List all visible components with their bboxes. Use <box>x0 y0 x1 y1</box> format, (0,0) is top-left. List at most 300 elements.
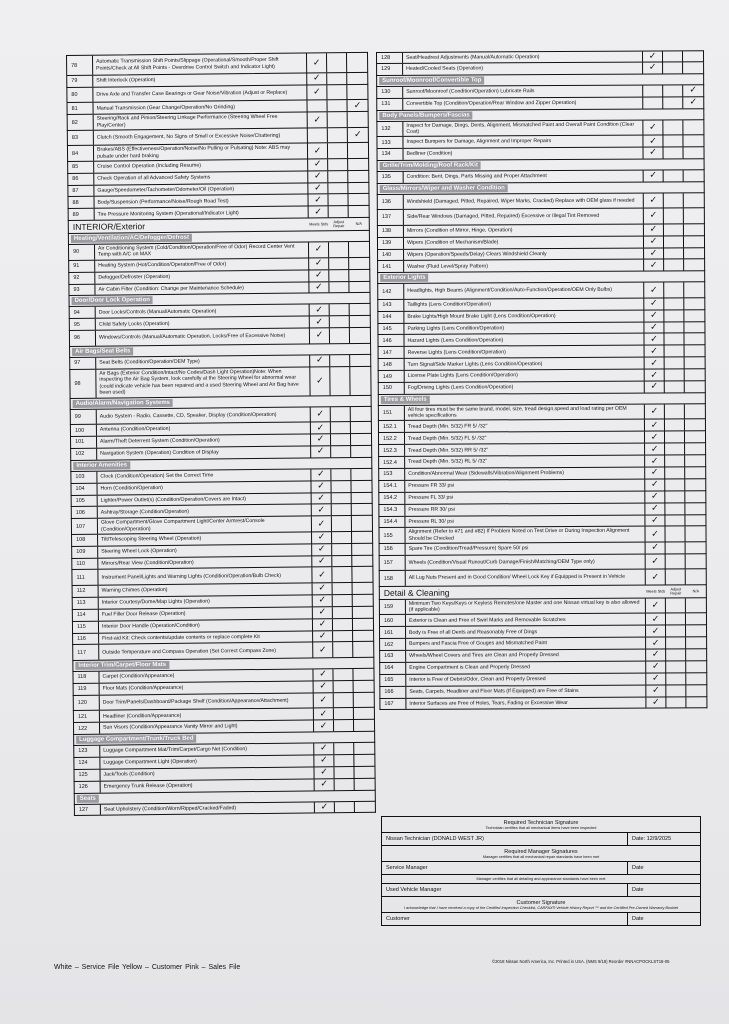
adjust-repair-cell[interactable] <box>332 532 352 543</box>
adjust-repair-cell[interactable] <box>665 346 685 357</box>
na-cell[interactable] <box>686 598 706 613</box>
adjust-repair-cell[interactable] <box>335 802 355 813</box>
na-cell[interactable] <box>351 469 371 480</box>
adjust-repair-cell[interactable] <box>664 310 684 321</box>
meets-stds-cell[interactable] <box>646 614 666 625</box>
meets-stds-cell[interactable] <box>645 515 665 526</box>
adjust-repair-cell[interactable] <box>665 370 685 381</box>
adjust-repair-cell[interactable] <box>665 444 685 455</box>
meets-stds-cell[interactable] <box>309 282 329 293</box>
na-cell[interactable] <box>349 269 369 280</box>
na-cell[interactable] <box>685 479 705 490</box>
na-cell[interactable] <box>683 135 703 146</box>
meets-stds-cell[interactable] <box>308 195 328 206</box>
meets-stds-cell[interactable] <box>310 367 330 395</box>
meets-stds-cell[interactable] <box>314 693 334 708</box>
adjust-repair-cell[interactable] <box>666 685 686 696</box>
adjust-repair-cell[interactable] <box>332 544 352 555</box>
na-cell[interactable] <box>684 283 704 298</box>
adjust-repair-cell[interactable] <box>331 434 351 445</box>
na-cell[interactable] <box>347 100 367 111</box>
adjust-repair-cell[interactable] <box>665 404 685 419</box>
na-cell[interactable] <box>686 554 706 569</box>
meets-stds-cell[interactable] <box>311 407 331 422</box>
meets-stds-cell[interactable] <box>307 101 327 112</box>
adjust-repair-cell[interactable] <box>663 62 683 73</box>
adjust-repair-cell[interactable] <box>331 469 351 480</box>
meets-stds-cell[interactable] <box>314 743 334 754</box>
adjust-repair-cell[interactable] <box>666 661 686 672</box>
adjust-repair-cell[interactable] <box>330 367 350 395</box>
na-cell[interactable] <box>348 112 368 127</box>
na-cell[interactable] <box>354 743 374 754</box>
na-cell[interactable] <box>685 443 705 454</box>
adjust-repair-cell[interactable] <box>665 527 685 542</box>
adjust-repair-cell[interactable] <box>333 631 353 642</box>
adjust-repair-cell[interactable] <box>329 282 349 293</box>
adjust-repair-cell[interactable] <box>663 85 683 96</box>
meets-stds-cell[interactable] <box>308 171 328 182</box>
adjust-repair-cell[interactable] <box>664 193 684 208</box>
na-cell[interactable] <box>684 298 704 309</box>
na-cell[interactable] <box>348 143 368 158</box>
na-cell[interactable] <box>686 614 706 625</box>
na-cell[interactable] <box>684 147 704 158</box>
na-cell[interactable] <box>348 159 368 170</box>
meets-stds-cell[interactable] <box>646 554 666 569</box>
meets-stds-cell[interactable] <box>645 491 665 502</box>
na-cell[interactable] <box>350 355 370 366</box>
adjust-repair-cell[interactable] <box>333 619 353 630</box>
meets-stds-cell[interactable] <box>644 170 664 181</box>
na-cell[interactable] <box>686 673 706 684</box>
meets-stds-cell[interactable] <box>308 159 328 170</box>
check-mark-icon: ✓ <box>650 456 659 467</box>
na-cell[interactable] <box>686 661 706 672</box>
adjust-repair-cell[interactable] <box>664 209 684 224</box>
na-cell[interactable] <box>685 404 705 419</box>
na-cell[interactable] <box>684 248 704 259</box>
adjust-repair-cell[interactable] <box>333 642 353 657</box>
meets-stds-cell[interactable] <box>312 544 332 555</box>
item-number: 147 <box>379 347 405 358</box>
meets-stds-cell[interactable] <box>311 469 331 480</box>
na-cell[interactable] <box>351 480 371 491</box>
na-cell[interactable] <box>352 516 372 531</box>
na-cell[interactable] <box>686 542 706 553</box>
adjust-repair-cell[interactable] <box>666 649 686 660</box>
meets-stds-cell[interactable] <box>310 328 330 343</box>
meets-stds-cell[interactable] <box>644 209 664 224</box>
adjust-repair-cell[interactable] <box>329 242 349 257</box>
na-cell[interactable] <box>349 281 369 292</box>
na-cell[interactable] <box>348 182 368 193</box>
adjust-repair-cell[interactable] <box>665 467 685 478</box>
na-cell[interactable] <box>683 120 703 135</box>
adjust-repair-cell[interactable] <box>664 260 684 271</box>
na-cell[interactable] <box>685 432 705 443</box>
na-cell[interactable] <box>351 406 371 421</box>
item-number: 81 <box>68 103 94 114</box>
meets-stds-cell[interactable] <box>646 598 666 613</box>
meets-stds-cell[interactable] <box>313 583 333 594</box>
na-cell[interactable] <box>353 642 373 657</box>
adjust-repair-cell[interactable] <box>334 755 354 766</box>
adjust-repair-cell[interactable] <box>331 446 351 457</box>
na-cell[interactable] <box>351 422 371 433</box>
meets-stds-cell[interactable] <box>307 85 327 100</box>
adjust-repair-cell[interactable] <box>666 542 686 553</box>
meets-stds-cell[interactable] <box>643 97 663 108</box>
adjust-repair-cell[interactable] <box>332 516 352 531</box>
adjust-repair-cell[interactable] <box>333 607 353 618</box>
adjust-repair-cell[interactable] <box>663 51 683 61</box>
adjust-repair-cell[interactable] <box>329 258 349 269</box>
adjust-repair-cell[interactable] <box>334 708 354 719</box>
adjust-repair-cell[interactable] <box>334 767 354 778</box>
na-cell[interactable] <box>352 555 372 566</box>
na-cell[interactable] <box>349 242 369 257</box>
adjust-repair-cell[interactable] <box>327 85 347 100</box>
meets-stds-cell[interactable] <box>645 479 665 490</box>
adjust-repair-cell[interactable] <box>664 334 684 345</box>
meets-stds-cell[interactable] <box>644 298 664 309</box>
adjust-repair-cell[interactable] <box>666 697 686 708</box>
na-cell[interactable] <box>685 455 705 466</box>
adjust-repair-cell[interactable] <box>331 481 351 492</box>
adjust-repair-cell[interactable] <box>665 455 685 466</box>
meets-stds-cell[interactable] <box>644 224 664 235</box>
na-cell[interactable] <box>685 346 705 357</box>
na-cell[interactable] <box>354 720 374 731</box>
adjust-repair-cell[interactable] <box>328 195 348 206</box>
adjust-repair-cell[interactable] <box>665 432 685 443</box>
na-cell[interactable] <box>686 649 706 660</box>
na-cell[interactable] <box>686 637 706 648</box>
meets-stds-cell[interactable] <box>646 661 666 672</box>
na-cell[interactable] <box>353 669 373 680</box>
meets-stds-cell[interactable] <box>313 595 333 606</box>
na-cell[interactable] <box>352 544 372 555</box>
adjust-repair-cell[interactable] <box>665 358 685 369</box>
na-cell[interactable] <box>685 467 705 478</box>
meets-stds-cell[interactable] <box>314 720 334 731</box>
na-cell[interactable] <box>352 567 372 582</box>
na-cell[interactable] <box>354 767 374 778</box>
meets-stds-cell[interactable] <box>309 258 329 269</box>
meets-stds-cell[interactable] <box>644 236 664 247</box>
meets-stds-cell[interactable] <box>646 697 666 708</box>
adjust-repair-cell[interactable] <box>666 554 686 569</box>
meets-stds-cell[interactable] <box>644 248 664 259</box>
na-cell[interactable] <box>685 527 705 542</box>
na-cell[interactable] <box>686 625 706 636</box>
meets-stds-cell[interactable] <box>646 685 666 696</box>
meets-stds-cell[interactable] <box>645 444 665 455</box>
na-cell[interactable] <box>683 62 703 73</box>
na-cell[interactable] <box>348 194 368 205</box>
na-cell[interactable] <box>685 358 705 369</box>
na-cell[interactable] <box>352 532 372 543</box>
adjust-repair-cell[interactable] <box>327 73 347 84</box>
adjust-repair-cell[interactable] <box>333 669 353 680</box>
adjust-repair-cell[interactable] <box>665 381 685 392</box>
meets-stds-cell[interactable] <box>645 382 665 393</box>
meets-stds-cell[interactable] <box>644 193 664 208</box>
adjust-repair-cell[interactable] <box>332 568 352 583</box>
na-cell[interactable] <box>350 366 370 394</box>
na-cell[interactable] <box>353 595 373 606</box>
adjust-repair-cell[interactable] <box>328 143 348 158</box>
meets-stds-cell[interactable] <box>311 422 331 433</box>
meets-stds-cell[interactable] <box>646 570 666 585</box>
meets-stds-cell[interactable] <box>645 527 665 542</box>
na-cell[interactable] <box>348 128 368 143</box>
meets-stds-cell[interactable] <box>314 755 334 766</box>
adjust-repair-cell[interactable] <box>332 504 352 515</box>
meets-stds-cell[interactable] <box>645 358 665 369</box>
na-cell[interactable] <box>353 630 373 641</box>
meets-stds-cell[interactable] <box>643 85 663 96</box>
adjust-repair-cell[interactable] <box>665 491 685 502</box>
adjust-repair-cell[interactable] <box>663 135 683 146</box>
meets-stds-cell[interactable] <box>312 493 332 504</box>
adjust-repair-cell[interactable] <box>664 283 684 298</box>
meets-stds-cell[interactable] <box>645 404 665 419</box>
na-cell[interactable] <box>353 618 373 629</box>
adjust-repair-cell[interactable] <box>331 422 351 433</box>
na-cell[interactable] <box>683 51 703 61</box>
adjust-repair-cell[interactable] <box>328 112 348 127</box>
na-cell[interactable] <box>354 681 374 692</box>
meets-stds-cell[interactable] <box>644 322 664 333</box>
meets-stds-cell[interactable] <box>309 242 329 257</box>
na-cell[interactable] <box>685 369 705 380</box>
meets-stds-cell[interactable] <box>315 779 335 790</box>
meets-stds-cell[interactable] <box>309 270 329 281</box>
adjust-repair-cell[interactable] <box>332 556 352 567</box>
na-cell[interactable] <box>686 697 706 708</box>
na-cell[interactable] <box>686 685 706 696</box>
meets-stds-cell[interactable] <box>312 556 332 567</box>
adjust-repair-cell[interactable] <box>665 515 685 526</box>
meets-stds-cell[interactable] <box>646 638 666 649</box>
adjust-repair-cell[interactable] <box>664 248 684 259</box>
na-cell[interactable] <box>350 316 370 327</box>
na-cell[interactable] <box>349 206 369 217</box>
na-cell[interactable] <box>354 708 374 719</box>
meets-stds-cell[interactable] <box>312 505 332 516</box>
na-cell[interactable] <box>352 492 372 503</box>
adjust-repair-cell[interactable] <box>664 322 684 333</box>
adjust-repair-cell[interactable] <box>328 171 348 182</box>
meets-stds-cell[interactable] <box>312 532 332 543</box>
meets-stds-cell[interactable] <box>645 420 665 431</box>
item-number: 96 <box>70 331 96 346</box>
na-cell[interactable] <box>686 570 706 585</box>
meets-stds-cell[interactable] <box>644 283 664 298</box>
na-cell[interactable] <box>355 801 375 812</box>
na-cell[interactable] <box>355 778 375 789</box>
na-cell[interactable] <box>684 170 704 181</box>
meets-stds-cell[interactable] <box>314 767 334 778</box>
meets-stds-cell[interactable] <box>643 51 663 61</box>
na-cell[interactable] <box>684 310 704 321</box>
na-cell[interactable] <box>354 755 374 766</box>
adjust-repair-cell[interactable] <box>332 493 352 504</box>
na-cell[interactable] <box>683 85 703 96</box>
adjust-repair-cell[interactable] <box>666 637 686 648</box>
adjust-repair-cell[interactable] <box>666 673 686 684</box>
adjust-repair-cell[interactable] <box>334 743 354 754</box>
adjust-repair-cell[interactable] <box>663 120 683 135</box>
adjust-repair-cell[interactable] <box>665 479 685 490</box>
na-cell[interactable] <box>348 171 368 182</box>
na-cell[interactable] <box>353 607 373 618</box>
meets-stds-cell[interactable] <box>645 467 665 478</box>
na-cell[interactable] <box>684 334 704 345</box>
meets-stds-cell[interactable] <box>643 120 663 135</box>
meets-stds-cell[interactable] <box>310 355 330 366</box>
meets-stds-cell[interactable] <box>308 144 328 159</box>
na-cell[interactable] <box>354 693 374 708</box>
meets-stds-cell[interactable] <box>313 631 333 642</box>
meets-stds-cell[interactable] <box>314 708 334 719</box>
adjust-repair-cell[interactable] <box>329 206 349 217</box>
meets-stds-cell[interactable] <box>312 517 332 532</box>
adjust-repair-cell[interactable] <box>327 100 347 111</box>
meets-stds-cell[interactable] <box>644 310 664 321</box>
meets-stds-cell[interactable] <box>307 73 327 84</box>
adjust-repair-cell[interactable] <box>330 355 350 366</box>
meets-stds-cell[interactable] <box>308 128 328 143</box>
meets-stds-cell[interactable] <box>646 626 666 637</box>
adjust-repair-cell[interactable] <box>330 328 350 343</box>
meets-stds-cell[interactable] <box>646 542 666 553</box>
meets-stds-cell[interactable] <box>645 346 665 357</box>
meets-stds-cell[interactable] <box>309 207 329 218</box>
adjust-repair-cell[interactable] <box>335 779 355 790</box>
meets-stds-cell[interactable] <box>646 673 666 684</box>
adjust-repair-cell[interactable] <box>330 304 350 315</box>
meets-stds-cell[interactable] <box>314 681 334 692</box>
na-cell[interactable] <box>347 85 367 100</box>
adjust-repair-cell[interactable] <box>665 503 685 514</box>
adjust-repair-cell[interactable] <box>664 224 684 235</box>
na-cell[interactable] <box>684 322 704 333</box>
meets-stds-cell[interactable] <box>644 260 664 271</box>
na-cell[interactable] <box>349 258 369 269</box>
na-cell[interactable] <box>685 381 705 392</box>
adjust-repair-cell[interactable] <box>333 595 353 606</box>
meets-stds-cell[interactable] <box>313 643 333 658</box>
adjust-repair-cell[interactable] <box>328 128 348 143</box>
na-cell[interactable] <box>684 260 704 271</box>
adjust-repair-cell[interactable] <box>334 693 354 708</box>
meets-stds-cell[interactable] <box>308 113 328 128</box>
meets-stds-cell[interactable] <box>310 317 330 328</box>
na-cell[interactable] <box>683 97 703 108</box>
meets-stds-cell[interactable] <box>645 503 665 514</box>
na-cell[interactable] <box>351 434 371 445</box>
adjust-repair-cell[interactable] <box>330 316 350 327</box>
meets-stds-cell[interactable] <box>313 607 333 618</box>
na-cell[interactable] <box>350 304 370 315</box>
na-cell[interactable] <box>684 236 704 247</box>
meets-stds-cell[interactable] <box>310 305 330 316</box>
meets-stds-cell[interactable] <box>315 802 335 813</box>
meets-stds-cell[interactable] <box>645 432 665 443</box>
meets-stds-cell[interactable] <box>308 183 328 194</box>
na-cell[interactable] <box>350 328 370 343</box>
adjust-repair-cell[interactable] <box>664 298 684 309</box>
item-description: Interior Surfaces are Free of Holes, Tears, Fading or Excessive Wear <box>406 697 646 709</box>
checklist-row <box>379 570 707 587</box>
adjust-repair-cell[interactable] <box>328 159 348 170</box>
adjust-repair-cell[interactable] <box>334 720 354 731</box>
na-cell[interactable] <box>684 224 704 235</box>
adjust-repair-cell[interactable] <box>327 53 347 72</box>
na-cell[interactable] <box>685 420 705 431</box>
meets-stds-cell[interactable] <box>313 669 333 680</box>
meets-stds-cell[interactable] <box>645 370 665 381</box>
meets-stds-cell[interactable] <box>643 62 663 73</box>
adjust-repair-cell[interactable] <box>664 147 684 158</box>
tech-signature-line <box>382 832 700 845</box>
adjust-repair-cell[interactable] <box>664 236 684 247</box>
check-mark-icon: ✓ <box>651 638 660 649</box>
adjust-repair-cell[interactable] <box>329 270 349 281</box>
meets-stds-cell[interactable] <box>311 446 331 457</box>
na-cell[interactable] <box>685 515 705 526</box>
adjust-repair-cell[interactable] <box>666 598 686 613</box>
na-cell[interactable] <box>685 503 705 514</box>
meets-stds-cell[interactable] <box>313 619 333 630</box>
na-cell[interactable] <box>353 583 373 594</box>
na-cell[interactable] <box>352 504 372 515</box>
meets-stds-cell[interactable] <box>646 649 666 660</box>
meets-stds-cell[interactable] <box>311 481 331 492</box>
item-description: Convertible Top (Condition/Operation/Rear Window and Zipper Operation) <box>403 97 643 109</box>
meets-stds-cell[interactable] <box>645 456 665 467</box>
adjust-repair-cell[interactable] <box>333 583 353 594</box>
na-cell[interactable] <box>347 73 367 84</box>
adjust-repair-cell[interactable] <box>666 570 686 585</box>
na-cell[interactable] <box>347 53 367 72</box>
na-cell[interactable] <box>684 209 704 224</box>
meets-stds-cell[interactable] <box>643 136 663 147</box>
na-cell[interactable] <box>685 491 705 502</box>
na-cell[interactable] <box>351 446 371 457</box>
check-mark-icon: ✓ <box>320 779 328 790</box>
meets-stds-cell[interactable] <box>307 53 327 72</box>
meets-stds-cell[interactable] <box>311 434 331 445</box>
adjust-repair-cell[interactable] <box>664 170 684 181</box>
adjust-repair-cell[interactable] <box>328 183 348 194</box>
adjust-repair-cell[interactable] <box>666 626 686 637</box>
adjust-repair-cell[interactable] <box>665 420 685 431</box>
adjust-repair-cell[interactable] <box>334 681 354 692</box>
meets-stds-cell[interactable] <box>312 568 332 583</box>
meets-stds-cell[interactable] <box>644 147 664 158</box>
adjust-repair-cell[interactable] <box>331 407 351 422</box>
na-cell[interactable] <box>684 193 704 208</box>
adjust-repair-cell[interactable] <box>666 614 686 625</box>
adjust-repair-cell[interactable] <box>663 97 683 108</box>
item-number: 141 <box>378 261 404 272</box>
meets-stds-cell[interactable] <box>644 334 664 345</box>
item-description: Condition/Abnormal Wear (Sidewalls/Vibration/Alignment Problems) <box>405 468 645 480</box>
